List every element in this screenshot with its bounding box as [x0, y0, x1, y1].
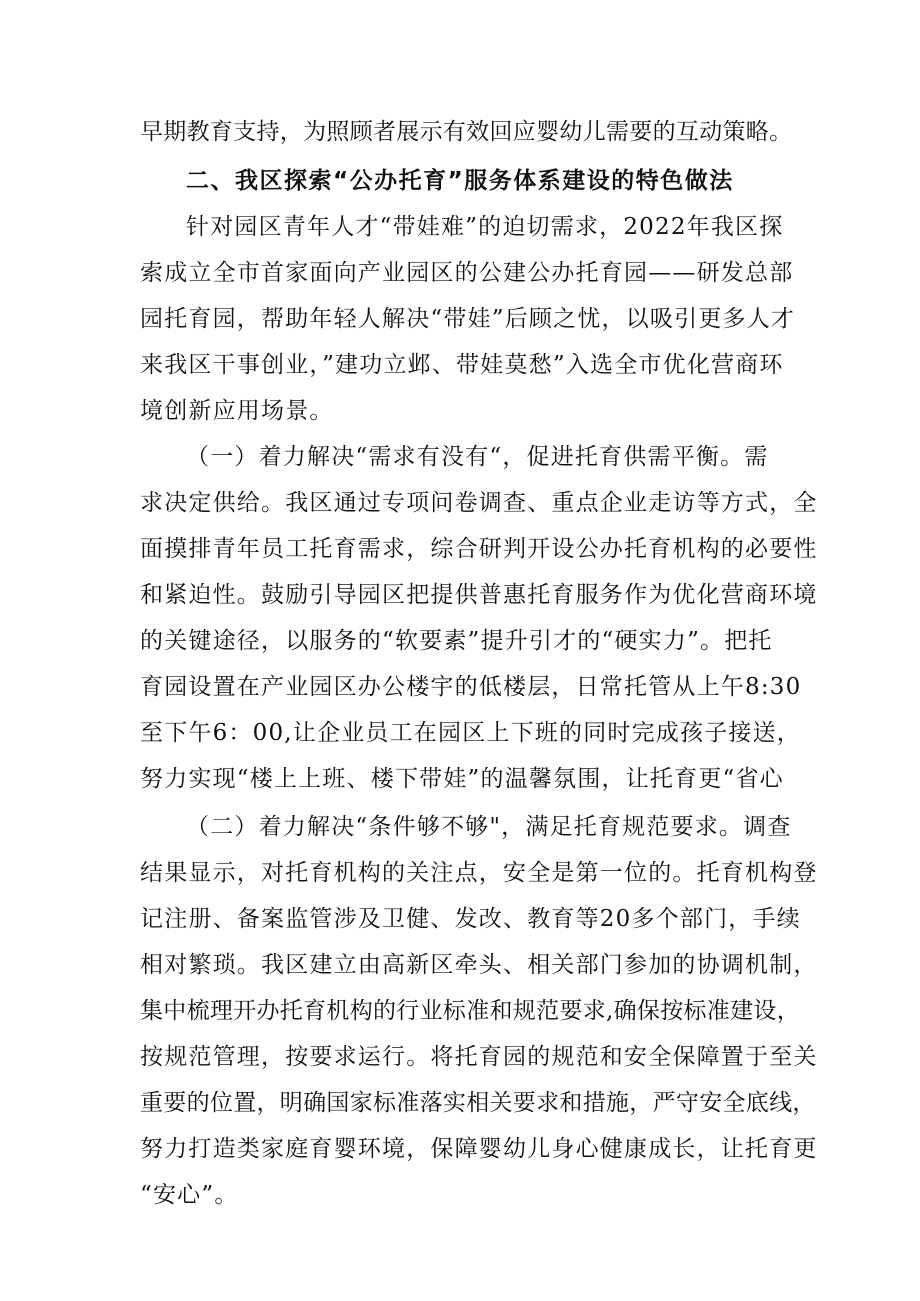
paragraph-line: 索成立全市首家面向产业园区的公建公办托育园——研发总部 [140, 260, 794, 286]
paragraph-line: 育园设置在产业园区办公楼宇的低楼层，日常托管从上午8:30 [140, 674, 802, 700]
paragraph-line: 求决定供给。我区通过专项问卷调查、重点企业走访等方式，全 [140, 490, 818, 516]
paragraph-line: 来我区干事创业，”建功立邺、带娃莫愁”入选全市优化营商环 [140, 352, 784, 378]
paragraph-line: 园托育园，帮助年轻人解决“带娃”后顾之忧，以吸引更多人才 [140, 306, 796, 332]
paragraph-line: 相对繁琐。我区建立由高新区牵头、相关部门参加的协调机制， [140, 952, 818, 978]
paragraph-line: 和紧迫性。鼓励引导园区把提供普惠托育服务作为优化营商环境 [140, 582, 818, 608]
paragraph-line: 重要的位置，明确国家标准落实相关要求和措施，严守安全底线， [140, 1090, 816, 1116]
paragraph-line: 结果显示，对托育机构的关注点，安全是第一位的。托育机构登 [140, 860, 818, 886]
paragraph-line: 努力实现“楼上上班、楼下带娃”的温馨氛围，让托育更“省心 [140, 766, 784, 792]
paragraph-line: 境创新应用场景。 [140, 398, 334, 424]
paragraph-line: 至下午6：00,让企业员工在园区上下班的同时完成孩子接送， [140, 720, 802, 746]
paragraph-line: “安心”。 [140, 1182, 239, 1208]
paragraph-line: 按规范管理，按要求运行。将托育园的规范和安全保障置于至关 [140, 1044, 818, 1070]
paragraph-line: 针对园区青年人才“带娃难”的迫切需求，2022年我区探 [186, 214, 784, 240]
paragraph-line: （一）着力解决“需求有没有“，促进托育供需平衡。需 [186, 444, 769, 470]
paragraph-line: 的关键途径，以服务的“软要素”提升引才的“硬实力”。把托 [140, 628, 773, 654]
paragraph-line: 努力打造类家庭育婴环境，保障婴幼儿身心健康成长，让托育更 [140, 1136, 818, 1162]
section-heading: 二、我区探索“公办托育”服务体系建设的特色做法 [186, 168, 734, 194]
paragraph-line: 集中梳理开办托育机构的行业标准和规范要求,确保按标准建设， [140, 998, 801, 1024]
paragraph-line: 面摸排青年员工托育需求，综合研判开设公办托育机构的必要性 [140, 536, 818, 562]
paragraph-line: （二）着力解决“条件够不够"，满足托育规范要求。调查 [186, 814, 792, 840]
opening-fragment: 早期教育支持，为照顾者展示有效回应婴幼儿需要的互动策略。 [140, 119, 793, 145]
paragraph-line: 记注册、备案监管涉及卫健、发改、教育等20多个部门，手续 [140, 906, 801, 932]
